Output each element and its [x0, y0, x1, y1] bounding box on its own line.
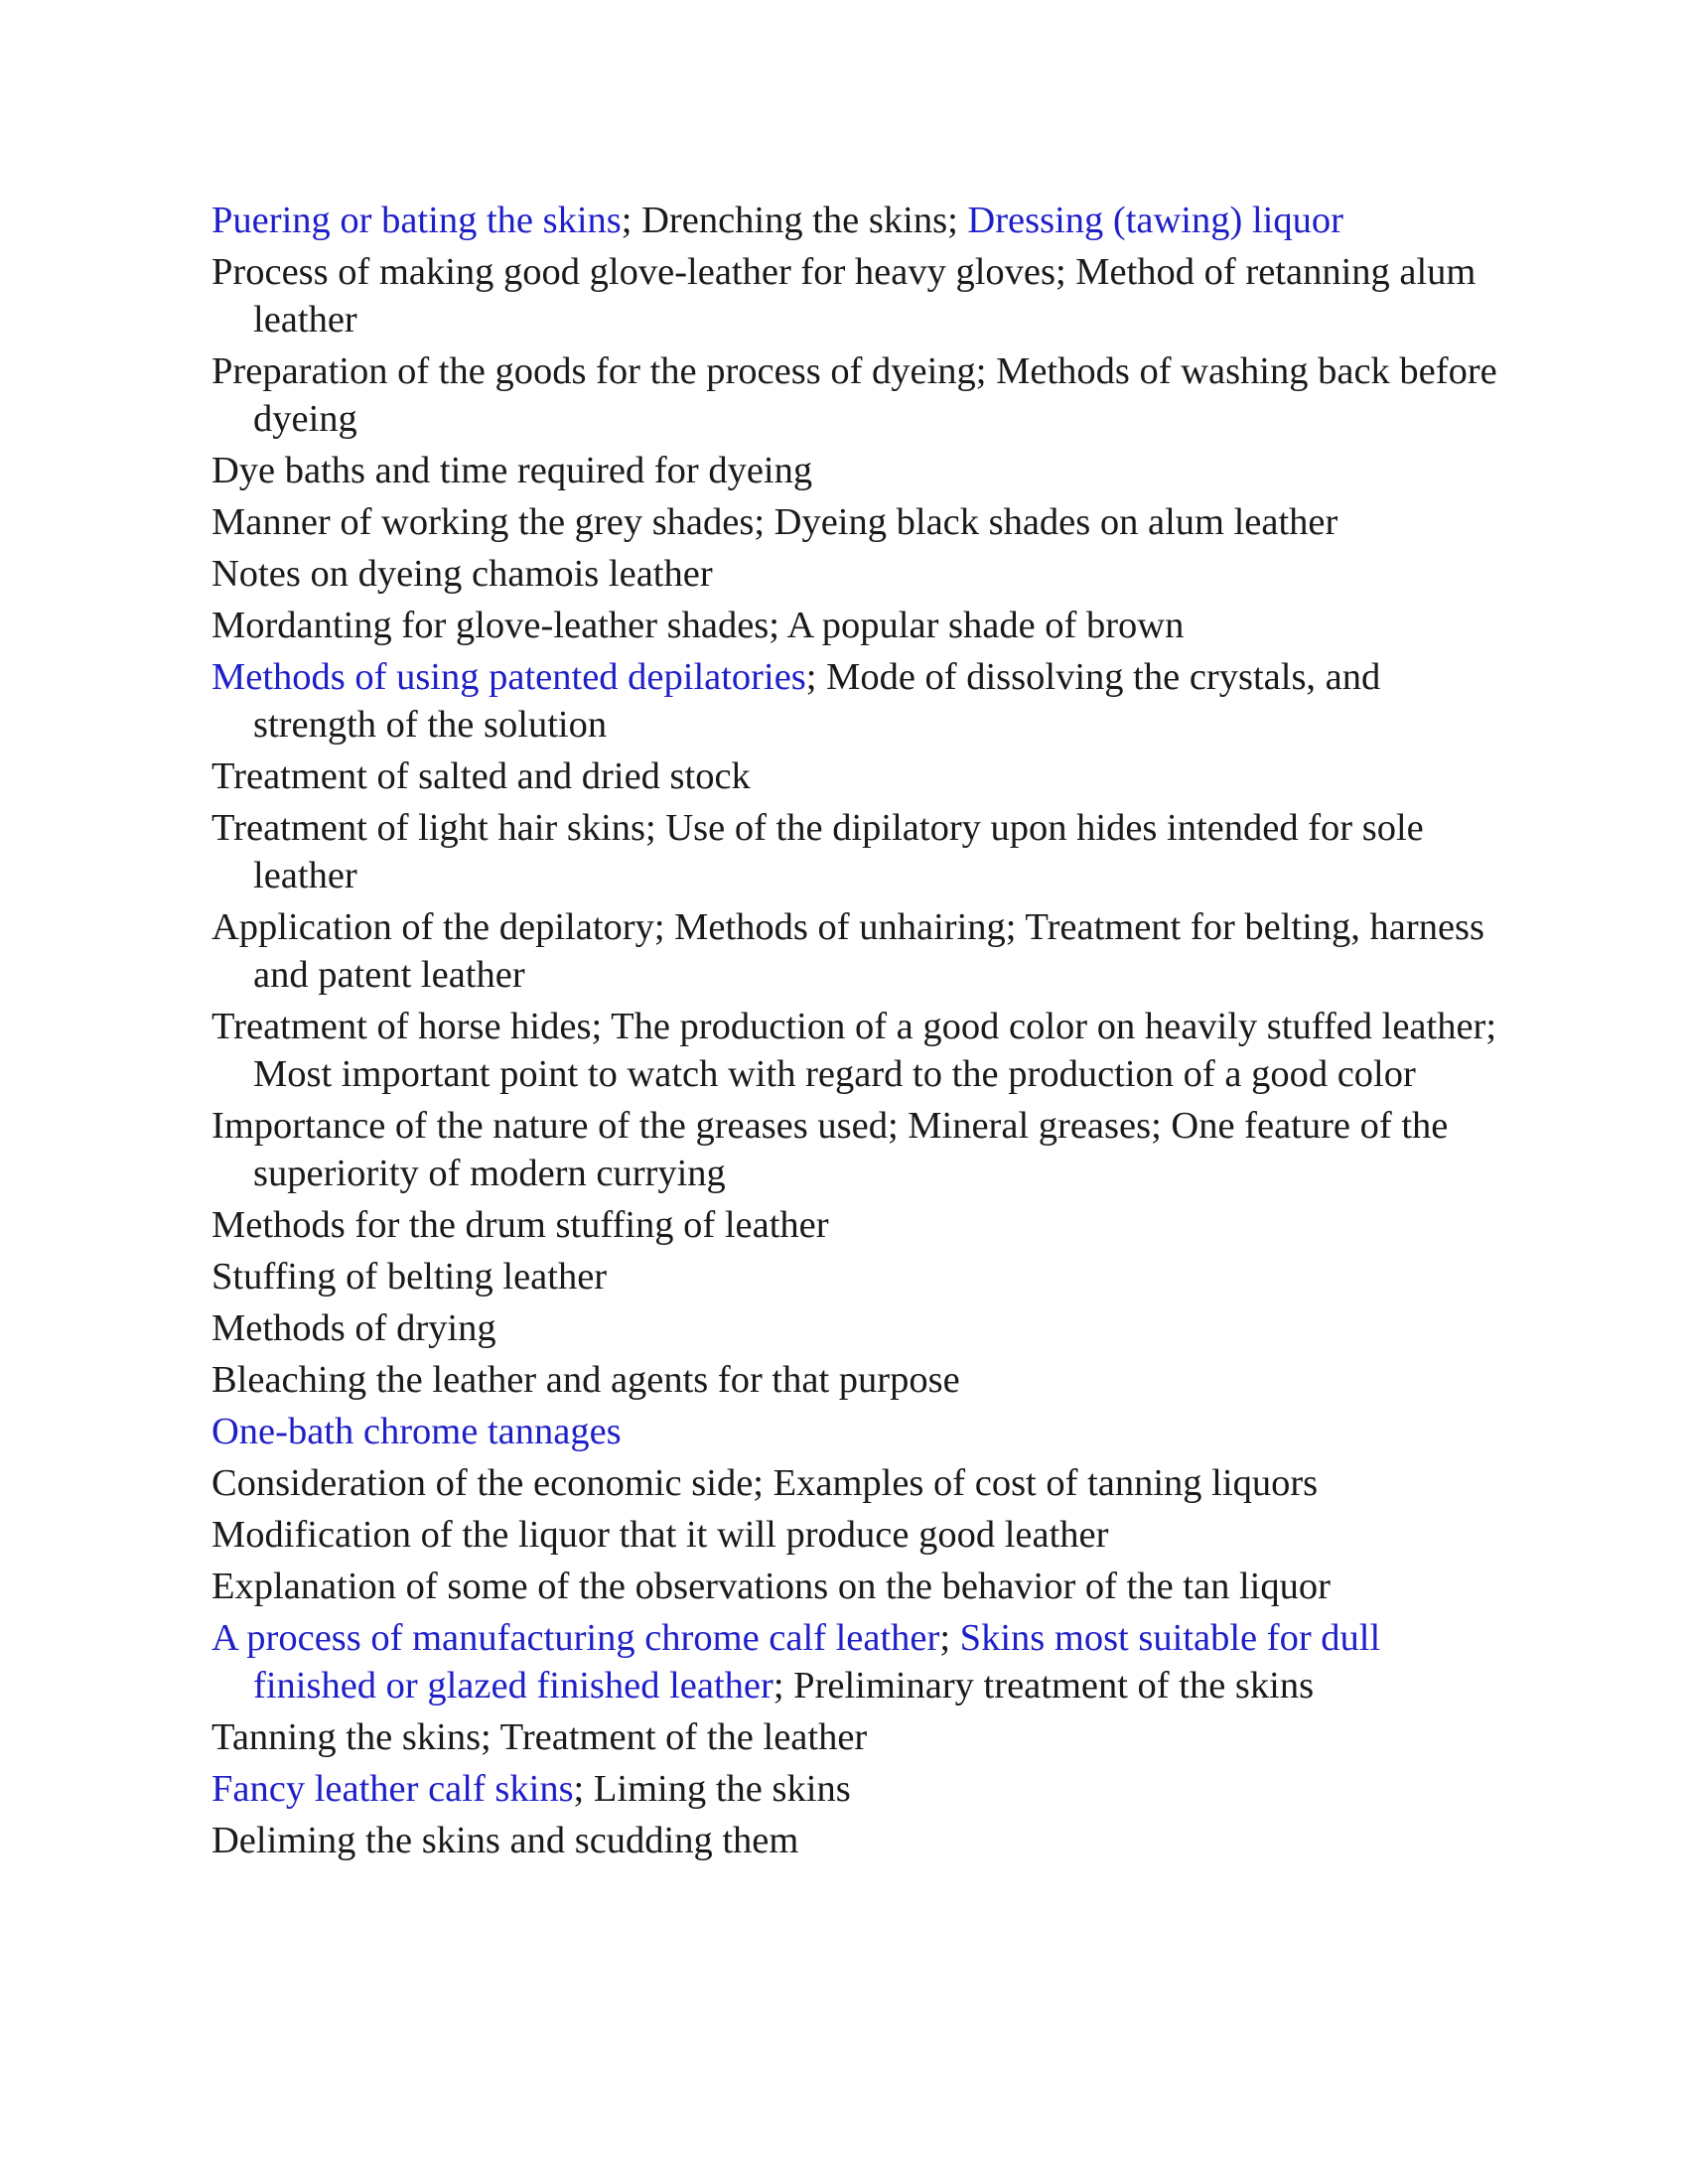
toc-link[interactable]: Skins most suitable for dull finished or glazed finished leather — [253, 1617, 1381, 1706]
toc-list — [211, 197, 1502, 1868]
toc-entry — [211, 347, 1502, 443]
toc-entry — [211, 498, 1502, 546]
toc-entry — [211, 1765, 1502, 1813]
toc-text: Deliming the skins and scudding them — [211, 1820, 799, 1861]
toc-text: Process of making good glove-leather for heavy gloves; Method of retanning alum leather — [211, 251, 1477, 341]
toc-text: Modification of the liquor that it will produce good leather — [211, 1514, 1109, 1556]
toc-link[interactable]: One-bath chrome tannages — [211, 1411, 622, 1452]
toc-text: Preparation of the goods for the process of dyeing; Methods of washing back before dyeing — [211, 350, 1497, 440]
toc-entry — [211, 1713, 1502, 1761]
toc-text: Treatment of horse hides; The production of a good color on heavily stuffed leather; Most important point to watch with regard to the production of a good color — [211, 1006, 1497, 1095]
toc-text: Methods of drying — [211, 1307, 496, 1349]
toc-entry — [211, 1304, 1502, 1352]
toc-text: Mordanting for glove-leather shades; A popular shade of brown — [211, 605, 1185, 646]
toc-entry — [211, 903, 1502, 999]
toc-entry — [211, 1408, 1502, 1455]
toc-link[interactable]: A process of manufacturing chrome calf leather — [211, 1617, 940, 1659]
toc-entry — [211, 1614, 1502, 1709]
toc-entry — [211, 1817, 1502, 1864]
toc-entry — [211, 1201, 1502, 1249]
toc-text: Explanation of some of the observations on the behavior of the tan liquor — [211, 1566, 1331, 1607]
toc-text: Consideration of the economic side; Examples of cost of tanning liquors — [211, 1462, 1319, 1504]
toc-entry — [211, 1511, 1502, 1559]
toc-text: ; — [939, 1617, 960, 1659]
toc-text: Tanning the skins; Treatment of the leather — [211, 1716, 868, 1758]
toc-link[interactable]: Fancy leather calf skins — [211, 1768, 574, 1810]
toc-entry — [211, 550, 1502, 598]
toc-entry — [211, 1459, 1502, 1507]
toc-text: Methods for the drum stuffing of leather — [211, 1204, 829, 1246]
toc-text: ; Liming the skins — [573, 1768, 851, 1810]
toc-text: Drenching the skins — [641, 200, 948, 241]
toc-text: ; Preliminary treatment of the skins — [773, 1665, 1315, 1706]
toc-entry — [211, 197, 1502, 244]
toc-link[interactable]: Methods of using patented depilatories — [211, 656, 806, 698]
toc-text: Stuffing of belting leather — [211, 1256, 608, 1297]
toc-text: ; — [947, 200, 968, 241]
toc-text: Importance of the nature of the greases used; Mineral greases; One feature of the superiority of modern currying — [211, 1105, 1449, 1194]
toc-text: ; Mode of dissolving the crystals, and strength of the solution — [253, 656, 1381, 746]
toc-link[interactable]: Dressing (tawing) liquor — [967, 200, 1343, 241]
toc-entry — [211, 752, 1502, 800]
toc-entry — [211, 602, 1502, 649]
toc-entry — [211, 653, 1502, 749]
toc-entry — [211, 1356, 1502, 1404]
toc-text: Manner of working the grey shades; Dyeing black shades on alum leather — [211, 501, 1338, 543]
toc-entry — [211, 1253, 1502, 1300]
toc-entry — [211, 248, 1502, 343]
toc-text: Notes on dyeing chamois leather — [211, 553, 713, 595]
toc-text: Treatment of light hair skins; Use of the dipilatory upon hides intended for sole leather — [211, 807, 1424, 896]
toc-entry — [211, 447, 1502, 494]
toc-text: Dye baths and time required for dyeing — [211, 450, 813, 491]
toc-link[interactable]: Puering or bating the skins — [211, 200, 622, 241]
toc-text: Bleaching the leather and agents for that purpose — [211, 1359, 960, 1401]
toc-text: Treatment of salted and dried stock — [211, 755, 751, 797]
toc-entry — [211, 804, 1502, 899]
toc-entry — [211, 1003, 1502, 1098]
toc-entry — [211, 1102, 1502, 1197]
toc-entry — [211, 1563, 1502, 1610]
toc-text: ; — [621, 200, 642, 241]
toc-text: Application of the depilatory; Methods of unhairing; Treatment for belting, harness and patent leather — [211, 906, 1485, 996]
